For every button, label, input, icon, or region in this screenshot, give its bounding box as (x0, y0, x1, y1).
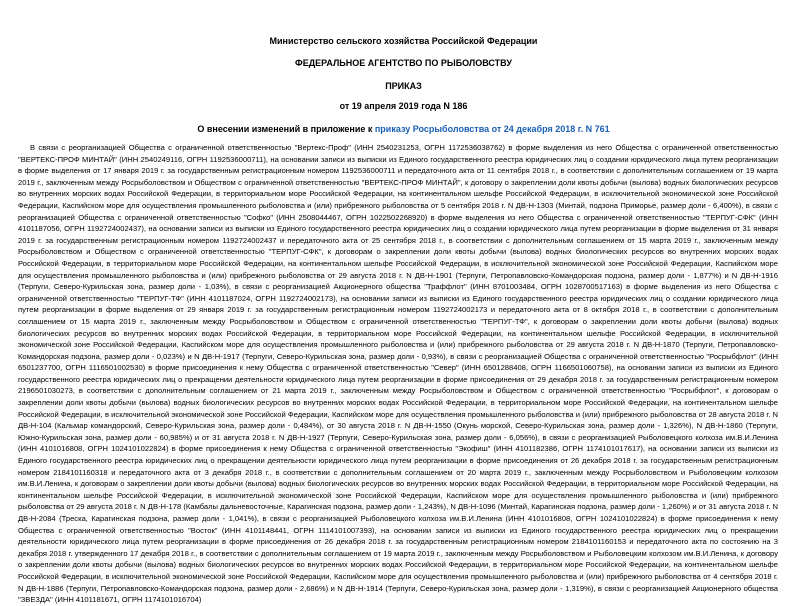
referenced-order-link[interactable]: приказу Росрыболовства от 24 декабря 2018 г. N 761 (374, 124, 610, 134)
order-heading: ПРИКАЗ (385, 81, 422, 91)
ministry-heading: Министерство сельского хозяйства Российской Федерации (269, 36, 538, 46)
order-body (18, 142, 778, 605)
order-date: от 19 апреля 2019 года N 186 (339, 101, 468, 111)
agency-heading: ФЕДЕРАЛЬНОЕ АГЕНТСТВО ПО РЫБОЛОВСТВУ (295, 58, 512, 68)
body-paragraph: В связи с реорганизацией Общества с ограниченной ответственностью "Вертекс-Проф" (ИНН 2540231253, ОГРН 1172536038762) в форме выделения из него Общества с ограниченной ответственностью "ВЕРТЕКС-ПРОФ МИНТАЙ" (ИНН 2540249116, ОГРН 1192536000711), на основании записи из выписки из Единого государственного реестра юридических лиц о создании юридического лица путем реорганизации в форме выделения от 17 января 2019 г. за государственным регистрационным номером 1192536000711 и передаточного акта от 11 сентября 2018 г., в соответствии с дополнительным соглашением от 19 марта 2019 г., заключенным между Росрыболовством и Обществом с ограниченной ответственностью "ВЕРТЕКС-ПРОФ МИНТАЙ", к договору о закреплении доли квоты добычи (вылова) водных биологических ресурсов во внутренних морских водах Российской Федерации, в территориальном море Российской Федерации, на континентальном шельфе Российской Федерации, в исключительной экономической зоне Российской Федерации, Каспийском море для осуществления промышленного рыболовства и (или) прибрежного рыболовства от 5 сентября 2018 г. N ДВ-Н-1303 (Минтай, подзона Приморье, размер доли - 6,400%), в связи с реорганизацией Общества с ограниченной ответственностью "Софко" (ИНН 2508044467, ОГРН 1022502268920) в форме выделения из него Общества с ограниченной ответственностью "ТЕРПУГ-СФК" (ИНН 4101187056, ОГРН 1192724002437), на основании записи из выписки из Единого государственного реестра юридических лиц о создании юридического лица путем реорганизации в форме выделения от 31 января 2019 г. за государственным регистрационным номером 1192724002437 и передаточного акта от 25 сентября 2018 г., в соответствии с дополнительным соглашением от 15 марта 2019 г., заключенным между Росрыболовством и Обществом с ограниченной ответственностью "ТЕРПУГ-СФК", к договорам о закреплении доли квоты добычи (вылова) водных биологических ресурсов во внутренних морских водах Российской Федерации, в территориальном море Российской Федерации, на континентальном шельфе Российской Федерации, в исключительной экономической зоне Российской Федерации, Каспийском море для осуществления промышленного рыболовства и (или) прибрежного рыболовства от 29 августа 2018 г. N ДВ-Н-1901 (Терпуги, Петропавловско-Командорская подзона, размер доли - 1,877%) и N ДВ-Н-1916 (Терпуги, Северо-Курильская зона, размер доли - 1,03%), в связи с реорганизацией Акционерного общества "Траффлот" (ИНН 8701003484, ОГРН 1028700517163) в форме выделения из него Общества с ограниченной ответственностью "ТЕРПУГ-ТФ" (ИНН 4101187024, ОГРН 1192724002173), на основании записи из выписки из Единого государственного реестра юридических лиц о создании юридического лица путем реорганизации в форме выделения от 29 января 2019 г. за государственным регистрационным номером 1192724002173 и передаточного акта от 8 октября 2018 г., в соответствии с дополнительным соглашением от 15 марта 2019 г., заключенным между Росрыболовством и Обществом с ограниченной ответственностью "ТЕРПУГ-ТФ", к договорам о закреплении доли квоты добычи (вылова) водных биологических ресурсов во внутренних морских водах Российской Федерации, в территориальном море Российской Федерации, на континентальном шельфе Российской Федерации, в исключительной экономической зоне Российской Федерации, Каспийском море для осуществления промышленного рыболовства и (или) прибрежного рыболовства от 29 августа 2018 г. N ДВ-Н-1870 (Терпуги, Петропавловско-Командорская подзона, размер доли - 0,023%) и N ДВ-Н-1917 (Терпуги, Северо-Курильская зона, размер доли - 0,93%), в связи с реорганизацией Общества с ограниченной ответственностью "Росрыбфлот" (ИНН 6501237700, ОГРН 1116501002530) в форме присоединения к нему Общества с ограниченной ответственностью "Север" (ИНН 6501288408, ОГРН 1166501060758), на основании записи из выписки из Единого государственного реестра юридических лиц о прекращении деятельности юридического лица путем реорганизации в форме присоединения от 29 декабря 2018 г. за государственным регистрационным номером 2196501030273, в соответствии с дополнительным соглашением от 21 марта 2019 г., заключенным между Росрыболовством и Обществом с ограниченной ответственностью "Росрыбфлот", к договорам о закреплении доли квоты добычи (вылова) водных биологических ресурсов во внутренних морских водах Российской Федерации, в территориальном море Российской Федерации, на континентальном шельфе Российской Федерации, в исключительной экономической зоне Российской Федерации, Каспийском море для осуществления промышленного рыболовства и (или) прибрежного рыболовства от 28 августа 2018 г. N ДВ-Н-104 (Кальмар командорский, Северо-Курильская зона, размер доли - 0,484%), от 30 августа 2018 г. N ДВ-Н-1550 (Окунь морской, Северо-Курильская зона, размер доли - 1,326%), N ДВ-Н-1860 (Терпуги, Южно-Курильская зона, размер доли - 60,985%) и от 31 августа 2018 г. N ДВ-Н-1927 (Терпуги, Северо-Курильская зона, размер доли - 6,056%), в связи с реорганизацией Рыболовецкого колхоза им.В.И.Ленина (ИНН 4101016808, ОГРН 1024101022824) в форме присоединения к нему Общества с ограниченной ответственностью "Экофиш" (ИНН 4101182386, ОГРН 1174101017617), на основании записи из выписки из Единого государственного реестра юридических лиц о прекращении деятельности юридического лица путем реорганизации в форме присоединения от 26 декабря 2018 г. за государственным регистрационным номером 2184101160318 и передаточного акта от 3 декабря 2018 г., в соответствии с дополнительным соглашением от 20 марта 2019 г., заключенным между Росрыболовством и Рыболовецким колхозом им.В.И.Ленина, к договорам о закреплении доли квоты добычи (вылова) водных биологических ресурсов во внутренних морских водах Российской Федерации, в территориальном море Российской Федерации, на континентальном шельфе Российской Федерации, в исключительной экономической зоне Российской Федерации, Каспийском море для осуществления промышленного рыболовства и (или) прибрежного рыболовства от 29 августа 2018 г. N ДВ-Н-178 (Камбалы дальневосточные, Карагинская подзона, размер доли - 1,243%), N ДВ-Н-1096 (Минтай, Карагинская подзона, размер доли - 1,260%) и от 31 августа 2018 г. N ДВ-Н-2084 (Треска, Карагинская подзона, размер доли - 1,041%), в связи с реорганизацией Рыболовецкого колхоза им.В.И.Ленина (ИНН 4101016808, ОГРН 1024101022824) в форме присоединения к нему Общества с ограниченной ответственностью "Восток" (ИНН 4101148441, ОГРН 1114101007393), на основании записи из выписки из Единого государственного реестра юридических лиц о прекращении деятельности юридического лица путем реорганизации в форме присоединения от 26 декабря 2018 г. за государственным регистрационным номером 2184101160153 и передаточного акта по состоянию на 3 декабря 2018 г. утвержденного 17 декабря 2018 г., в соответствии с дополнительным соглашением от 19 марта 2019 г., заключенным между Росрыболовством и Рыболовецким колхозом им.В.И.Ленина, к договору о закреплении доли квоты добычи (вылова) водных биологических ресурсов во внутренних морских водах Российской Федерации, в территориальном море Российской Федерации, на континентальном шельфе Российской Федерации, в исключительной экономической зоне Российской Федерации, Каспийском море для осуществления промышленного рыболовства и (или) прибрежного рыболовства от 4 сентября 2018 г. N ДВ-Н-1886 (Терпуги, Петропавловско-Командорская подзона, размер доли - 2,686%) и N ДВ-Н-1914 (Терпуги, Северо-Курильская зона, размер доли - 1,319%), в связи с реорганизацией Акционерного общества "ЗВЕЗДА" (ИНН 4101181671, ОГРН 1174101016704) (18, 143, 778, 605)
order-title-prefix: О внесении изменений в приложение к (197, 124, 375, 134)
order-title (0, 124, 807, 135)
